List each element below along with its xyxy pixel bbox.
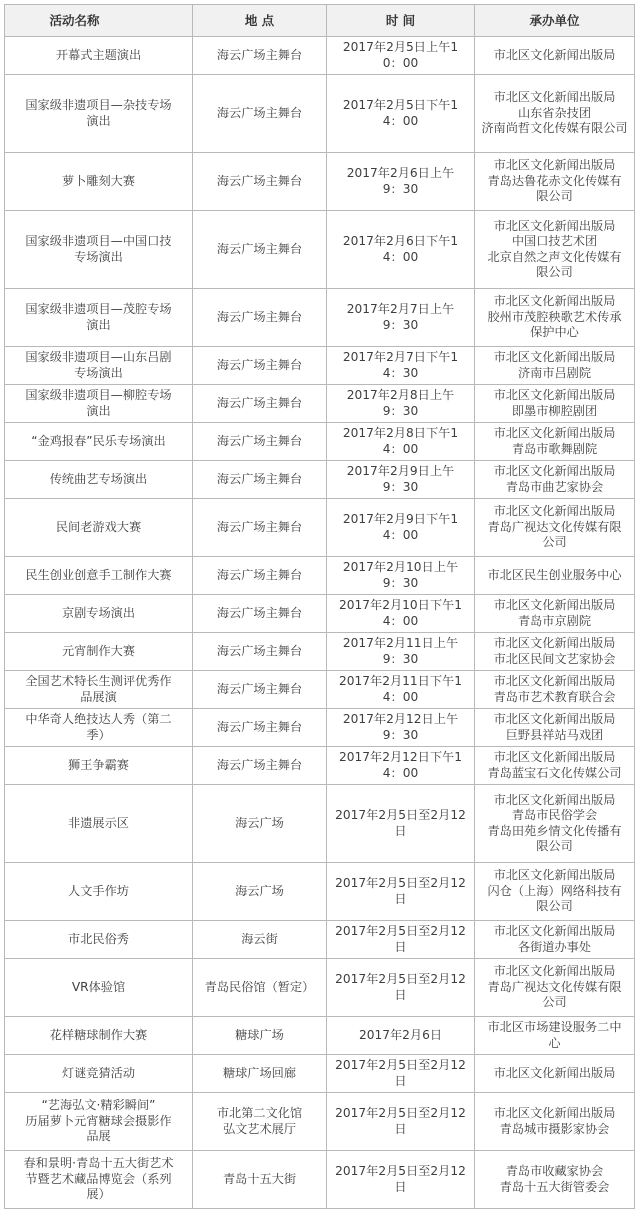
cell-activity-name	[5, 461, 193, 499]
cell-time-line: 9：30	[382, 727, 419, 742]
cell-time-line: 9：30	[382, 403, 419, 418]
cell-time	[327, 499, 475, 557]
cell-place	[193, 1055, 327, 1093]
cell-time-line: 9：30	[382, 317, 419, 332]
table-row	[5, 1017, 635, 1055]
cell-activity-name	[5, 423, 193, 461]
cell-organizer	[475, 747, 635, 785]
cell-place	[193, 347, 327, 385]
cell-organizer-line: 市北区文化新闻出版局	[493, 712, 616, 726]
cell-activity-name-line: 非遗展示区	[68, 815, 129, 830]
cell-time-line: 2017年2月10日上午	[342, 560, 459, 574]
cell-organizer-line: 限公司	[536, 189, 573, 204]
cell-time	[327, 1055, 475, 1093]
cell-time-line: 日	[394, 1121, 407, 1136]
cell-activity-name-line: 开幕式主题演出	[55, 47, 142, 62]
cell-organizer-line: 胶州市茂腔秧歌艺术传承	[487, 309, 622, 324]
cell-place-line: 海云广场主舞台	[216, 757, 303, 772]
cell-activity-name	[5, 1093, 193, 1151]
table-row	[5, 671, 635, 709]
cell-time-line: 日	[394, 939, 407, 954]
cell-organizer-line: 限公司	[536, 265, 573, 279]
cell-organizer-line: 青岛广视达文化传媒有限	[487, 979, 622, 994]
cell-place-line: 海云广场主舞台	[216, 567, 303, 582]
cell-activity-name-line: “艺海弘文·精彩瞬间”	[41, 1098, 156, 1113]
cell-place	[193, 959, 327, 1017]
cell-activity-name-line: “金鸡报春”民乐专场演出	[31, 433, 166, 448]
cell-time-line: 2017年2月7日上午	[346, 302, 455, 316]
cell-place	[193, 1017, 327, 1055]
cell-organizer	[475, 37, 635, 75]
cell-time	[327, 37, 475, 75]
cell-time-line: 9：30	[382, 181, 419, 196]
cell-time-line: 2017年2月9日上午	[346, 464, 455, 478]
table-row	[5, 959, 635, 1017]
cell-place-line: 海云广场	[235, 883, 284, 898]
cell-time-line: 4：00	[382, 441, 419, 456]
cell-organizer-line: 巨野县祥站马戏团	[505, 727, 604, 742]
cell-activity-name	[5, 211, 193, 289]
table-row	[5, 709, 635, 747]
cell-organizer-line: 市北区文化新闻出版局	[493, 792, 616, 807]
cell-place-line: 海云广场主舞台	[216, 681, 303, 696]
cell-place	[193, 289, 327, 347]
table-row	[5, 863, 635, 921]
cell-time-line: 9：30	[382, 575, 419, 590]
cell-time-line: 日	[394, 1179, 407, 1194]
cell-time-line: 2017年2月6日	[358, 1027, 443, 1042]
table-row	[5, 595, 635, 633]
cell-organizer-line: 公司	[542, 535, 567, 550]
cell-activity-name-line: 全国艺术特长生测评优秀作	[25, 674, 172, 688]
schedule-sheet	[4, 4, 634, 1209]
table-row	[5, 785, 635, 863]
cell-organizer-line: 济南尚哲文化传媒有限公司	[481, 121, 628, 136]
table-row	[5, 1055, 635, 1093]
cell-time	[327, 671, 475, 709]
cell-organizer	[475, 921, 635, 959]
cell-time-line: 4：00	[382, 249, 419, 264]
cell-time	[327, 153, 475, 211]
cell-time-line: 日	[394, 987, 407, 1002]
cell-organizer-line: 市北区文化新闻出版局	[493, 1106, 616, 1120]
cell-time-line: 日	[394, 823, 407, 838]
cell-organizer-line: 青岛市收藏家协会	[505, 1164, 604, 1178]
cell-time-line: 4：00	[382, 613, 419, 628]
cell-place-line: 青岛十五大街	[222, 1171, 297, 1186]
table-row	[5, 499, 635, 557]
cell-time-line: 2017年2月11日上午	[342, 636, 459, 650]
cell-time	[327, 785, 475, 863]
cell-organizer-line: 青岛市京剧院	[517, 613, 592, 628]
cell-organizer-line: 市北区文化新闻出版局	[493, 464, 616, 478]
table-row	[5, 921, 635, 959]
cell-place-line: 海云广场主舞台	[216, 173, 303, 188]
cell-time-line: 4：00	[382, 689, 419, 704]
cell-activity-name	[5, 959, 193, 1017]
table-row	[5, 747, 635, 785]
table-row	[5, 423, 635, 461]
cell-activity-name	[5, 37, 193, 75]
cell-organizer-line: 市北区文化新闻出版局	[493, 674, 616, 688]
cell-time	[327, 709, 475, 747]
cell-organizer-line: 市北区文化新闻出版局	[493, 504, 616, 519]
cell-activity-name-line: 中华奇人绝技达人秀（第二	[25, 712, 172, 726]
cell-activity-name-line: 演出	[86, 403, 111, 418]
table-row	[5, 1151, 635, 1209]
cell-activity-name-line: 历届萝卜元宵糖球会摄影作	[25, 1113, 172, 1128]
cell-time	[327, 959, 475, 1017]
cell-time-line: 0：00	[382, 55, 419, 70]
cell-time-line: 2017年2月5日至2月12	[335, 924, 466, 938]
cell-time-line: 2017年2月9日下午1	[342, 512, 459, 526]
cell-organizer-line: 限公司	[536, 839, 573, 853]
cell-activity-name-line: 演出	[86, 317, 111, 332]
cell-activity-name	[5, 1017, 193, 1055]
cell-place	[193, 461, 327, 499]
cell-organizer-line: 市北区文化新闻出版局	[493, 218, 616, 233]
cell-place	[193, 211, 327, 289]
cell-organizer-line: 市北区文化新闻出版局	[493, 90, 616, 105]
cell-activity-name-line: 专场演出	[74, 365, 123, 380]
cell-organizer-line: 市北区文化新闻出版局	[493, 1065, 616, 1080]
cell-activity-name-line: 民生创业创意手工制作大赛	[25, 567, 172, 582]
cell-time-line: 9：30	[382, 479, 419, 494]
cell-time	[327, 747, 475, 785]
cell-organizer-line: 青岛城市摄影家协会	[499, 1121, 610, 1136]
cell-time-line: 2017年2月10日下午1	[339, 598, 462, 612]
cell-organizer	[475, 385, 635, 423]
table-row	[5, 289, 635, 347]
cell-time	[327, 347, 475, 385]
cell-organizer	[475, 557, 635, 595]
cell-activity-name-line: 传统曲艺专场演出	[49, 471, 148, 486]
cell-organizer-line: 济南市吕剧院	[517, 365, 592, 380]
cell-activity-name-line: 京剧专场演出	[61, 605, 136, 620]
cell-time-line: 2017年2月6日上午	[346, 166, 455, 180]
cell-place	[193, 1093, 327, 1151]
cell-place-line: 海云广场	[235, 815, 284, 830]
cell-activity-name-line: 展）	[86, 1187, 111, 1202]
cell-place	[193, 709, 327, 747]
cell-organizer	[475, 211, 635, 289]
cell-activity-name	[5, 347, 193, 385]
cell-organizer-line: 青岛市曲艺家协会	[505, 479, 604, 494]
cell-organizer	[475, 153, 635, 211]
cell-activity-name	[5, 785, 193, 863]
cell-organizer-line: 市北区文化新闻出版局	[493, 426, 616, 440]
cell-time-line: 9：30	[382, 651, 419, 666]
cell-time-line: 2017年2月5日至2月12	[335, 1058, 466, 1072]
cell-time-line: 2017年2月5日上午1	[342, 40, 459, 54]
cell-time-line: 2017年2月5日下午1	[342, 98, 459, 112]
cell-activity-name	[5, 385, 193, 423]
cell-time	[327, 1093, 475, 1151]
cell-organizer	[475, 1151, 635, 1209]
cell-place	[193, 671, 327, 709]
cell-organizer-line: 青岛市歌舞剧院	[511, 441, 598, 456]
cell-organizer-line: 市北区文化新闻出版局	[493, 598, 616, 612]
cell-organizer-line: 保护中心	[530, 325, 579, 340]
cell-organizer-line: 限公司	[536, 899, 573, 914]
cell-place-line: 糖球广场	[235, 1027, 284, 1042]
cell-time-line: 2017年2月7日下午1	[342, 350, 459, 364]
cell-time-line: 2017年2月5日至2月12	[335, 972, 466, 986]
header-time: 时 间	[327, 5, 475, 37]
cell-time	[327, 557, 475, 595]
cell-place	[193, 75, 327, 153]
cell-organizer-line: 市北区文化新闻出版局	[493, 294, 616, 309]
cell-organizer	[475, 785, 635, 863]
cell-organizer-line: 市北区文化新闻出版局	[493, 924, 616, 938]
cell-place	[193, 1151, 327, 1209]
cell-activity-name-line: 国家级非遗项目—杂技专场	[25, 98, 172, 112]
cell-organizer-line: 青岛市艺术教育联合会	[493, 689, 616, 704]
cell-activity-name-line: 萝卜雕刻大赛	[61, 173, 136, 188]
cell-organizer-line: 市北区文化新闻出版局	[493, 388, 616, 402]
cell-activity-name	[5, 671, 193, 709]
cell-activity-name-line: 品展演	[80, 689, 117, 704]
cell-organizer	[475, 863, 635, 921]
cell-activity-name	[5, 153, 193, 211]
cell-organizer	[475, 461, 635, 499]
cell-activity-name	[5, 1151, 193, 1209]
cell-organizer-line: 公司	[542, 995, 567, 1010]
cell-time	[327, 921, 475, 959]
cell-time	[327, 289, 475, 347]
cell-activity-name-line: 国家级非遗项目—中国口技	[25, 234, 172, 248]
cell-time-line: 2017年2月12日上午	[342, 712, 459, 726]
cell-time	[327, 595, 475, 633]
cell-organizer-line: 青岛田苑乡情文化传播有	[487, 823, 622, 838]
cell-place	[193, 785, 327, 863]
cell-activity-name-line: 元宵制作大赛	[61, 643, 136, 658]
cell-time-line: 日	[394, 1073, 407, 1088]
cell-activity-name	[5, 499, 193, 557]
cell-place-line: 海云广场主舞台	[216, 433, 303, 448]
cell-organizer	[475, 595, 635, 633]
event-schedule-table	[4, 4, 635, 1209]
cell-time-line: 4：00	[382, 765, 419, 780]
cell-place-line: 海云广场主舞台	[216, 719, 303, 734]
cell-organizer-line: 市北区文化新闻出版局	[493, 964, 616, 979]
cell-place-line: 海云广场主舞台	[216, 309, 303, 324]
header-place: 地 点	[193, 5, 327, 37]
cell-place-line: 海云广场主舞台	[216, 395, 303, 410]
cell-time	[327, 423, 475, 461]
cell-organizer-line: 市北区文化新闻出版局	[493, 636, 616, 650]
cell-organizer-line: 市北区文化新闻出版局	[493, 350, 616, 364]
table-row	[5, 1093, 635, 1151]
cell-organizer	[475, 347, 635, 385]
cell-place	[193, 863, 327, 921]
cell-organizer-line: 市北区市场建设服务二中	[487, 1020, 622, 1034]
cell-organizer	[475, 671, 635, 709]
cell-organizer-line: 青岛达鲁花赤文化传媒有	[487, 173, 622, 188]
cell-organizer-line: 青岛市民俗学会	[511, 808, 598, 822]
cell-place	[193, 747, 327, 785]
cell-place-line: 市北第二文化馆	[216, 1106, 303, 1120]
cell-activity-name-line: 春和景明·青岛十五大街艺术	[23, 1156, 174, 1171]
cell-time	[327, 1017, 475, 1055]
cell-organizer	[475, 709, 635, 747]
cell-time-line: 2017年2月5日至2月12	[335, 876, 466, 890]
cell-organizer-line: 市北区民生创业服务中心	[487, 567, 622, 582]
cell-organizer-line: 中国口技艺术团	[511, 234, 598, 248]
table-row	[5, 633, 635, 671]
cell-place	[193, 385, 327, 423]
cell-place-line: 海云广场主舞台	[216, 471, 303, 486]
cell-activity-name-line: 人文手作坊	[68, 883, 129, 898]
cell-place-line: 海云广场主舞台	[216, 519, 303, 534]
cell-time	[327, 75, 475, 153]
cell-time-line: 4：30	[382, 365, 419, 380]
cell-time	[327, 461, 475, 499]
cell-activity-name-line: 演出	[86, 113, 111, 128]
table-row	[5, 153, 635, 211]
cell-activity-name	[5, 75, 193, 153]
cell-organizer	[475, 959, 635, 1017]
cell-time	[327, 211, 475, 289]
cell-organizer-line: 青岛蓝宝石文化传媒公司	[487, 765, 622, 780]
table-row	[5, 75, 635, 153]
cell-organizer	[475, 1093, 635, 1151]
cell-organizer	[475, 633, 635, 671]
cell-place	[193, 499, 327, 557]
cell-organizer-line: 市北区文化新闻出版局	[493, 47, 616, 62]
cell-activity-name-line: 节暨艺术藏品博览会（系列	[25, 1171, 172, 1186]
table-row	[5, 37, 635, 75]
cell-time-line: 2017年2月5日至2月12	[335, 1164, 466, 1178]
cell-time-line: 2017年2月5日至2月12	[335, 1106, 466, 1120]
cell-place	[193, 557, 327, 595]
cell-organizer	[475, 75, 635, 153]
cell-place-line: 糖球广场回廊	[222, 1065, 297, 1080]
cell-organizer-line: 市北区文化新闻出版局	[493, 158, 616, 173]
cell-organizer	[475, 1055, 635, 1093]
cell-activity-name	[5, 863, 193, 921]
cell-time	[327, 385, 475, 423]
cell-time	[327, 863, 475, 921]
cell-organizer-line: 心	[548, 1035, 561, 1050]
cell-activity-name-line: 灯谜竞猜活动	[61, 1065, 136, 1080]
cell-activity-name-line: 花样糖球制作大赛	[49, 1027, 148, 1042]
cell-activity-name	[5, 289, 193, 347]
cell-organizer-line: 北京自然之声文化传媒有	[487, 249, 622, 264]
cell-activity-name-line: 国家级非遗项目—山东吕剧	[25, 350, 172, 364]
cell-organizer-line: 闪仓（上海）网络科技有	[487, 883, 622, 898]
cell-activity-name-line: 季）	[86, 727, 111, 742]
cell-time-line: 2017年2月12日下午1	[339, 750, 462, 764]
cell-place	[193, 37, 327, 75]
cell-time-line: 2017年2月8日上午	[346, 388, 455, 402]
table-row	[5, 211, 635, 289]
cell-activity-name	[5, 747, 193, 785]
cell-activity-name	[5, 709, 193, 747]
cell-place-line: 海云广场主舞台	[216, 643, 303, 658]
cell-activity-name-line: 民间老游戏大赛	[55, 519, 142, 534]
cell-place-line: 青岛民俗馆（暂定）	[204, 979, 315, 994]
cell-organizer-line: 青岛十五大街管委会	[499, 1179, 610, 1194]
cell-activity-name	[5, 1055, 193, 1093]
cell-place-line: 弘文艺术展厅	[222, 1121, 297, 1136]
cell-organizer	[475, 1017, 635, 1055]
cell-time-line: 4：00	[382, 527, 419, 542]
cell-organizer-line: 市北区文化新闻出版局	[493, 750, 616, 764]
cell-activity-name-line: 国家级非遗项目—茂腔专场	[25, 302, 172, 316]
cell-place	[193, 423, 327, 461]
cell-place	[193, 921, 327, 959]
cell-time-line: 2017年2月6日下午1	[342, 234, 459, 248]
header-activity-name: 活动名称	[5, 5, 193, 37]
cell-organizer	[475, 499, 635, 557]
cell-place-line: 海云广场主舞台	[216, 241, 303, 256]
cell-activity-name	[5, 595, 193, 633]
cell-activity-name-line: 专场演出	[74, 249, 123, 264]
cell-activity-name-line: 国家级非遗项目—柳腔专场	[25, 388, 172, 402]
cell-activity-name-line: 品展	[86, 1129, 111, 1144]
cell-organizer	[475, 289, 635, 347]
header-organizer: 承办单位	[475, 5, 635, 37]
cell-place-line: 海云广场主舞台	[216, 605, 303, 620]
cell-place	[193, 595, 327, 633]
cell-activity-name	[5, 557, 193, 595]
cell-organizer-line: 青岛广视达文化传媒有限	[487, 519, 622, 534]
table-row	[5, 557, 635, 595]
cell-activity-name-line: VR体验馆	[71, 979, 126, 994]
cell-organizer-line: 山东省杂技团	[517, 105, 592, 120]
cell-place-line: 海云广场主舞台	[216, 357, 303, 372]
cell-activity-name-line: 狮王争霸赛	[68, 757, 129, 772]
cell-place	[193, 153, 327, 211]
cell-place-line: 海云街	[241, 931, 278, 946]
cell-organizer-line: 各街道办事处	[517, 939, 592, 954]
cell-place-line: 海云广场主舞台	[216, 47, 303, 62]
cell-activity-name-line: 市北民俗秀	[68, 931, 129, 946]
cell-organizer	[475, 423, 635, 461]
cell-organizer-line: 市北区民间文艺家协会	[493, 651, 616, 666]
table-row	[5, 461, 635, 499]
cell-time-line: 2017年2月11日下午1	[339, 674, 462, 688]
cell-time-line: 2017年2月8日下午1	[342, 426, 459, 440]
header-row	[5, 5, 635, 37]
cell-organizer-line: 即墨市柳腔剧团	[511, 403, 598, 418]
cell-organizer-line: 市北区文化新闻出版局	[493, 868, 616, 883]
cell-place-line: 海云广场主舞台	[216, 105, 303, 120]
cell-time-line: 2017年2月5日至2月12	[335, 808, 466, 822]
cell-time	[327, 1151, 475, 1209]
cell-time-line: 4：00	[382, 113, 419, 128]
cell-time	[327, 633, 475, 671]
cell-time-line: 日	[394, 891, 407, 906]
table-row	[5, 347, 635, 385]
cell-place	[193, 633, 327, 671]
cell-activity-name	[5, 921, 193, 959]
table-row	[5, 385, 635, 423]
cell-activity-name	[5, 633, 193, 671]
